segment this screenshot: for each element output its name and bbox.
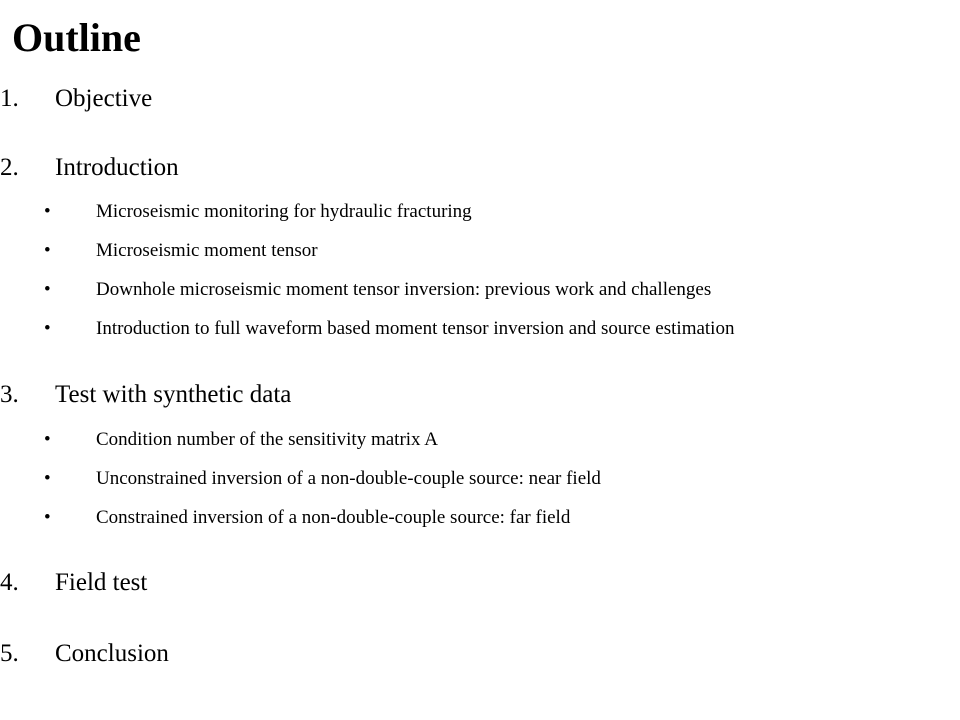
- bullet-dot: •: [44, 318, 51, 339]
- slide-title: Outline: [12, 15, 141, 60]
- section-label: Field test: [55, 569, 148, 596]
- section-number: 4.: [0, 569, 19, 596]
- bullet-text: Constrained inversion of a non-double-couple source: far field: [96, 507, 571, 528]
- bullet-text: Unconstrained inversion of a non-double-couple source: near field: [96, 468, 601, 489]
- section-number: 5.: [0, 640, 19, 667]
- section-number: 3.: [0, 381, 19, 408]
- bullet-text: Introduction to full waveform based moment tensor inversion and source estimation: [96, 318, 735, 339]
- bullet-text: Condition number of the sensitivity matrix A: [96, 429, 438, 450]
- bullet-dot: •: [44, 468, 51, 489]
- bullet-dot: •: [44, 240, 51, 261]
- bullet-text: Microseismic moment tensor: [96, 240, 318, 261]
- bullet-dot: •: [44, 507, 51, 528]
- section-number: 2.: [0, 154, 19, 181]
- section-label: Objective: [55, 85, 153, 112]
- section-label: Test with synthetic data: [55, 381, 292, 408]
- section-number: 1.: [0, 85, 19, 112]
- bullet-text: Microseismic monitoring for hydraulic fracturing: [96, 201, 472, 222]
- bullet-dot: •: [44, 429, 51, 450]
- section-label: Introduction: [55, 154, 179, 181]
- section-label: Conclusion: [55, 640, 169, 667]
- bullet-dot: •: [44, 279, 51, 300]
- bullet-dot: •: [44, 201, 51, 222]
- bullet-text: Downhole microseismic moment tensor inversion: previous work and challenges: [96, 279, 712, 300]
